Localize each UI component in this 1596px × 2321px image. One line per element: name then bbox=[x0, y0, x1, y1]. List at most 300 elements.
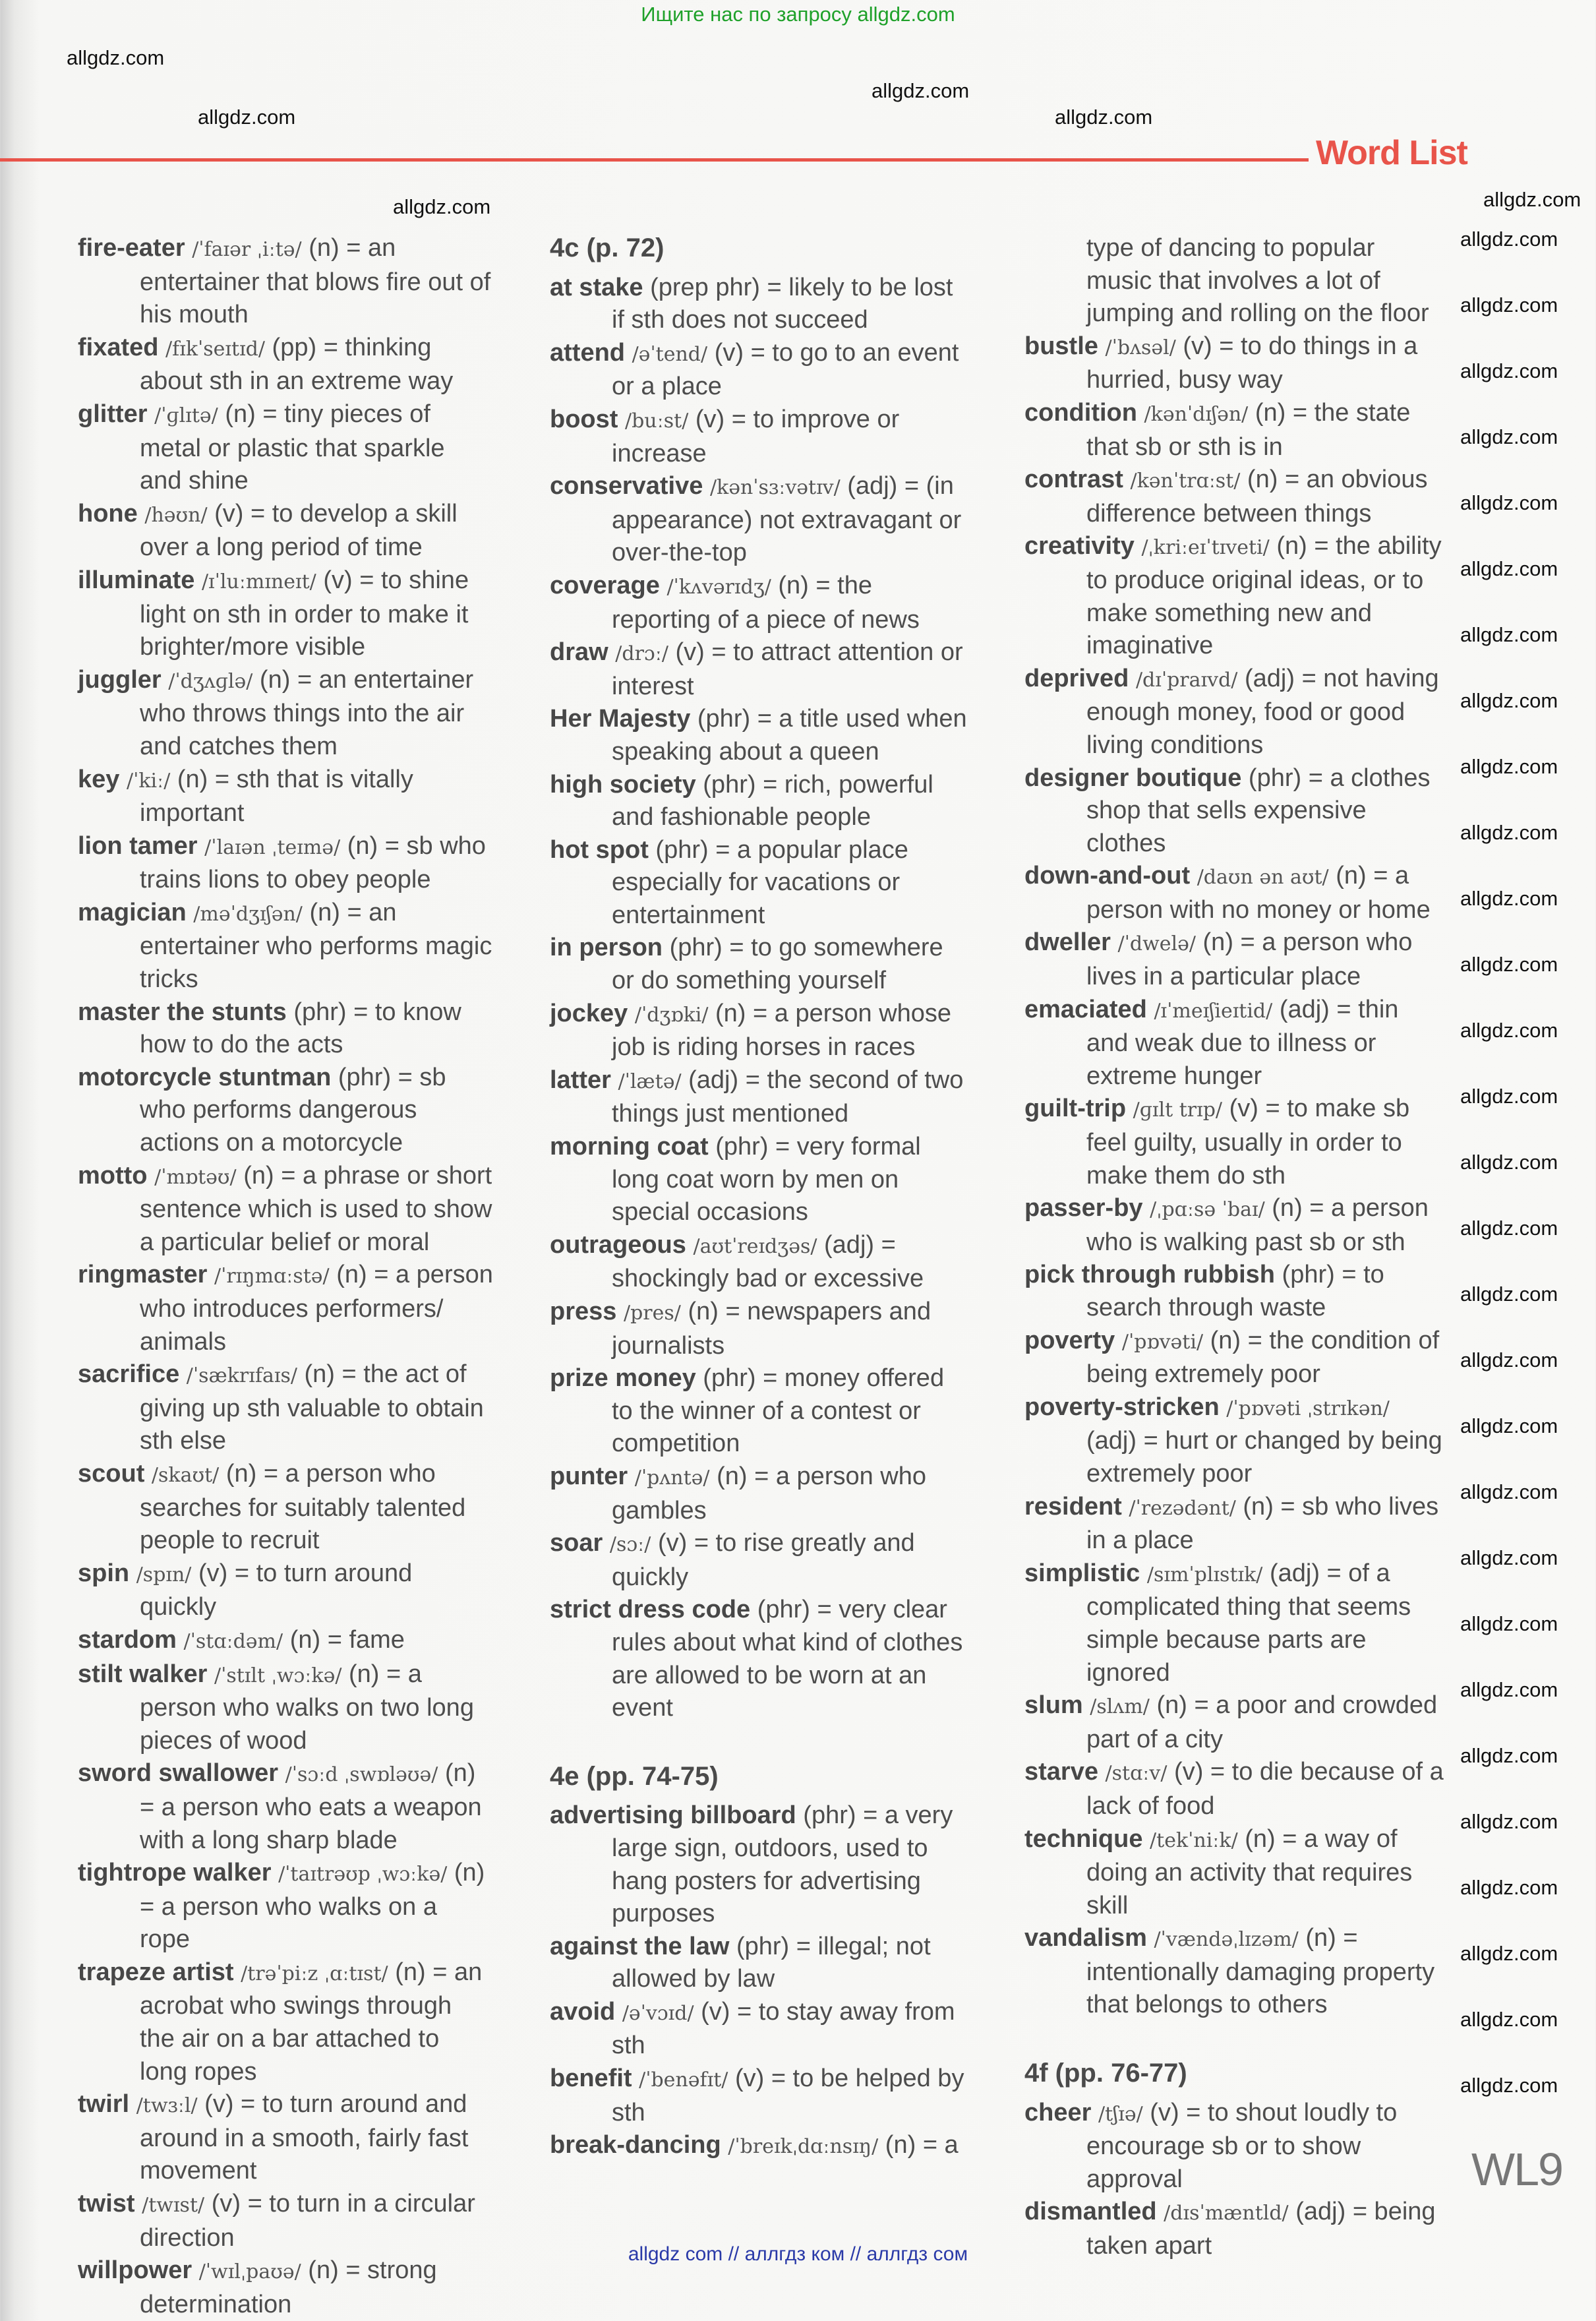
word-entry bbox=[550, 1931, 972, 1996]
headword: coverage bbox=[550, 571, 660, 599]
definition: = a popular place especially for vacations or entertainment bbox=[612, 835, 908, 929]
part-of-speech: (adj) bbox=[847, 472, 898, 500]
definition: = a person with no money or home bbox=[1086, 862, 1431, 924]
headword: soar bbox=[550, 1529, 603, 1557]
definition: = to go somewhere or do something yourself bbox=[612, 934, 943, 995]
pronunciation: /kənˈtrɑːst/ bbox=[1130, 469, 1241, 493]
definition: = sb who trains lions to obey people bbox=[140, 831, 486, 894]
part-of-speech: (n) bbox=[1243, 1492, 1274, 1521]
definition: = to make sb feel guilty, usually in order to make them do sth bbox=[1086, 1095, 1410, 1190]
headword: creativity bbox=[1024, 532, 1135, 560]
part-of-speech: (adj) bbox=[824, 1230, 875, 1259]
definition: = likely to be lost if sth does not succeed bbox=[612, 273, 953, 334]
definition: = the reporting of a piece of news bbox=[612, 571, 920, 634]
pronunciation: /ˈdʒɒki/ bbox=[634, 1003, 709, 1027]
pronunciation: /kənˈdɪʃən/ bbox=[1144, 402, 1249, 426]
word-entry bbox=[78, 332, 493, 398]
word-entry bbox=[1024, 1756, 1446, 1823]
part-of-speech: (n) bbox=[304, 1360, 335, 1389]
part-of-speech: (n) bbox=[454, 1859, 485, 1887]
word-entry bbox=[1024, 1259, 1446, 1324]
definition: = to stay away from sth bbox=[612, 1997, 955, 2060]
watermark-text: allgdz.com bbox=[1460, 293, 1558, 316]
watermark-text: allgdz.com bbox=[1460, 1217, 1558, 1240]
definition: = thinking about sth in an extreme way bbox=[140, 333, 454, 396]
headword: sacrifice bbox=[78, 1360, 180, 1389]
word-entry bbox=[1024, 397, 1446, 464]
watermark-text: allgdz.com bbox=[1460, 557, 1558, 580]
watermark-text: allgdz.com bbox=[1460, 359, 1558, 382]
part-of-speech: (phr) bbox=[1282, 1261, 1335, 1289]
headword: starve bbox=[1024, 1758, 1098, 1786]
word-entry bbox=[550, 2129, 972, 2163]
part-of-speech: (phr) bbox=[757, 1596, 810, 1624]
definition: = shockingly bad or excessive bbox=[612, 1230, 924, 1293]
part-of-speech: (n) bbox=[715, 999, 746, 1027]
definition: = very clear rules about what kind of clothes are allowed to be worn at an event bbox=[612, 1596, 963, 1722]
part-of-speech: (v) bbox=[714, 338, 744, 367]
pronunciation: /ˈwɪlˌpaʊə/ bbox=[198, 2260, 301, 2284]
headword: juggler bbox=[78, 665, 162, 694]
word-entry bbox=[550, 337, 972, 404]
definition: = to turn in a circular direction bbox=[140, 2190, 475, 2252]
definition: = the ability to produce original ideas, or to make something new and imaginative bbox=[1086, 532, 1442, 660]
headword: dweller bbox=[1024, 928, 1111, 957]
headword: guilt-trip bbox=[1024, 1095, 1127, 1123]
word-entry bbox=[550, 834, 972, 932]
page-number: WL9 bbox=[1471, 2144, 1562, 2195]
definition: = newspapers and journalists bbox=[612, 1298, 931, 1360]
watermark-text: allgdz.com bbox=[1460, 1810, 1558, 1833]
part-of-speech: (n) bbox=[308, 2256, 339, 2285]
pronunciation: /ˈmɒtəʊ/ bbox=[154, 1165, 237, 1189]
part-of-speech: (phr) bbox=[1248, 764, 1302, 792]
pronunciation: /məˈdʒɪʃən/ bbox=[193, 902, 303, 926]
headword: morning coat bbox=[550, 1133, 709, 1161]
pronunciation: /sɪmˈplɪstɪk/ bbox=[1146, 1563, 1263, 1586]
definition: = thin and weak due to illness or extreme hunger bbox=[1086, 995, 1399, 1090]
headword: high society bbox=[550, 770, 696, 799]
pronunciation: /dɪsˈmæntld/ bbox=[1164, 2202, 1289, 2225]
part-of-speech: (n) bbox=[444, 1759, 476, 1788]
definition: = the act of giving up sth valuable to obtain sth else bbox=[140, 1360, 484, 1455]
headword: twirl bbox=[78, 2090, 130, 2119]
part-of-speech: (n) bbox=[349, 1660, 380, 1688]
pronunciation: /tʃɪə/ bbox=[1098, 2102, 1143, 2126]
headword: fire-eater bbox=[78, 234, 185, 262]
headword: simplistic bbox=[1024, 1559, 1140, 1587]
watermark-text: allgdz.com bbox=[1460, 491, 1558, 514]
pronunciation: /ˈdʒʌɡlə/ bbox=[168, 669, 253, 693]
part-of-speech: (n) bbox=[225, 1459, 257, 1488]
part-of-speech: (v) bbox=[204, 2090, 234, 2119]
pronunciation: /ˈɡlɪtə/ bbox=[154, 404, 218, 427]
pronunciation: /ˈpɒvəti ˌstrɪkən/ bbox=[1226, 1397, 1390, 1420]
part-of-speech: (n) bbox=[1210, 1326, 1241, 1354]
definition: = not having enough money, food or good living conditions bbox=[1086, 664, 1439, 759]
part-of-speech: (v) bbox=[323, 566, 353, 594]
part-of-speech: (n) bbox=[1272, 1194, 1303, 1222]
headword: latter bbox=[550, 1066, 611, 1094]
definition: = a phrase or short sentence which is used to show a particular belief or moral bbox=[140, 1161, 492, 1256]
search-banner: Ищите нас по запросу allgdz.com bbox=[641, 3, 955, 26]
watermark-text: allgdz.com bbox=[1460, 1414, 1558, 1437]
word-entry bbox=[1024, 1192, 1446, 1259]
headword: break-dancing bbox=[550, 2131, 721, 2159]
definition: = a person who eats a weapon with a long sharp blade bbox=[140, 1793, 482, 1854]
word-entry bbox=[78, 1624, 493, 1658]
word-entry bbox=[1024, 530, 1446, 662]
pronunciation: /həʊn/ bbox=[144, 503, 208, 527]
headword: draw bbox=[550, 638, 608, 667]
word-entry bbox=[1024, 1557, 1446, 1689]
word-entry bbox=[1024, 994, 1446, 1093]
definition: = to go to an event or a place bbox=[612, 338, 959, 401]
headword: slum bbox=[1024, 1691, 1083, 1720]
definition: = to know how to do the acts bbox=[140, 998, 461, 1059]
pronunciation: /ˌpɑːsə ˈbaɪ/ bbox=[1150, 1198, 1265, 1222]
definition: = strong determination bbox=[140, 2256, 437, 2318]
word-entry bbox=[1024, 1093, 1446, 1192]
watermark-text: allgdz.com bbox=[1055, 106, 1153, 129]
word-entry bbox=[78, 1062, 493, 1160]
part-of-speech: (n) bbox=[1255, 398, 1286, 427]
part-of-speech: (n) bbox=[778, 571, 809, 599]
pronunciation: /kənˈsɜːvətɪv/ bbox=[709, 476, 841, 500]
part-of-speech: (adj) bbox=[1269, 1559, 1320, 1587]
entry-continuation: type of dancing to popular music that involves a lot of jumping and rolling on the floor bbox=[1086, 234, 1429, 328]
definition: = an obvious difference between things bbox=[1086, 466, 1428, 528]
definition: = a person who gambles bbox=[612, 1462, 927, 1524]
part-of-speech: (n) bbox=[1156, 1691, 1187, 1720]
word-entry bbox=[78, 1857, 493, 1956]
pronunciation: /pres/ bbox=[623, 1302, 681, 1325]
word-entry bbox=[78, 498, 493, 564]
definition: = to rise greatly and quickly bbox=[612, 1529, 915, 1591]
word-entry bbox=[550, 1594, 972, 1724]
headword: cheer bbox=[1024, 2098, 1092, 2126]
headword: magician bbox=[78, 898, 187, 926]
definition: = money offered to the winner of a contest or competition bbox=[612, 1364, 945, 1458]
headword: conservative bbox=[550, 472, 703, 500]
headword: spin bbox=[78, 1559, 130, 1587]
headword: benefit bbox=[550, 2065, 632, 2093]
definition: = an entertainer who performs magic tricks bbox=[140, 898, 492, 994]
part-of-speech: (n) bbox=[1305, 1924, 1336, 1952]
definition: = hurt or changed by being extremely poor bbox=[1086, 1427, 1442, 1488]
part-of-speech: (n) bbox=[347, 831, 378, 860]
word-entry bbox=[78, 1956, 493, 2088]
headword: designer boutique bbox=[1024, 764, 1242, 792]
part-of-speech: (adj) bbox=[1295, 2198, 1346, 2226]
headword: outrageous bbox=[550, 1230, 686, 1259]
definition: = to turn around and around in a smooth, fairly fast movement bbox=[140, 2090, 469, 2185]
part-of-speech: (n) bbox=[309, 898, 340, 926]
definition: = the state that sb or sth is in bbox=[1086, 398, 1411, 461]
word-entry bbox=[78, 1160, 493, 1259]
word-entry bbox=[550, 470, 972, 570]
pronunciation: /skaʊt/ bbox=[151, 1463, 220, 1487]
word-entry bbox=[550, 404, 972, 470]
part-of-speech: (v) bbox=[695, 405, 725, 433]
word-entry bbox=[78, 1658, 493, 1758]
pronunciation: /twɪst/ bbox=[142, 2194, 205, 2217]
part-of-speech: (phr) bbox=[655, 835, 709, 864]
part-of-speech: (n) bbox=[688, 1298, 719, 1325]
part-of-speech: (phr) bbox=[293, 998, 347, 1026]
word-entry bbox=[550, 570, 972, 636]
word-entry bbox=[1024, 330, 1446, 397]
definition: = tiny pieces of metal or plastic that sparkle and shine bbox=[140, 400, 445, 495]
pronunciation: /ˈrɪŋmɑːstə/ bbox=[214, 1265, 330, 1288]
headword: hone bbox=[78, 499, 138, 528]
part-of-speech: (prep phr) bbox=[650, 273, 760, 301]
watermark-text: allgdz.com bbox=[1460, 887, 1558, 910]
pronunciation: /fɪkˈseɪtɪd/ bbox=[165, 337, 265, 361]
pronunciation: /ˈdwelə/ bbox=[1117, 932, 1196, 956]
definition: = rich, powerful and fashionable people bbox=[612, 770, 933, 831]
part-of-speech: (n) bbox=[1247, 466, 1278, 494]
part-of-speech: (n) bbox=[309, 234, 340, 262]
word-entry bbox=[78, 232, 493, 332]
word-entry bbox=[78, 764, 493, 830]
word-entry bbox=[78, 830, 493, 897]
definition: = a clothes shop that sells expensive clothes bbox=[1086, 764, 1431, 857]
pronunciation: /ˈtaɪtrəʊp ˌwɔːkə/ bbox=[278, 1863, 448, 1886]
word-entry bbox=[550, 998, 972, 1064]
definition: = to shout loudly to encourage sb or to show approval bbox=[1086, 2098, 1398, 2193]
watermark-text: allgdz.com bbox=[1460, 1151, 1558, 1174]
headword: condition bbox=[1024, 398, 1137, 427]
word-entry bbox=[550, 2063, 972, 2129]
definition: = a person whose job is riding horses in races bbox=[612, 999, 952, 1062]
watermark-text: allgdz.com bbox=[1460, 1348, 1558, 1372]
headword: ringmaster bbox=[78, 1261, 208, 1289]
watermark-text: allgdz.com bbox=[1460, 1612, 1558, 1635]
word-entry bbox=[1024, 1325, 1446, 1391]
watermark-text: allgdz.com bbox=[1460, 755, 1558, 778]
pronunciation: /twɜːl/ bbox=[136, 2094, 198, 2118]
headword: illuminate bbox=[78, 566, 195, 594]
headword: strict dress code bbox=[550, 1596, 751, 1624]
part-of-speech: (pp) bbox=[272, 333, 317, 361]
part-of-speech: (n) bbox=[1245, 1824, 1276, 1853]
pronunciation: /dɪˈpraɪvd/ bbox=[1135, 668, 1238, 692]
word-entry bbox=[550, 1461, 972, 1527]
headword: fixated bbox=[78, 333, 159, 361]
definition: = of a complicated thing that seems simple because parts are ignored bbox=[1086, 1559, 1411, 1687]
headword: tightrope walker bbox=[78, 1859, 272, 1887]
headword: scout bbox=[78, 1459, 145, 1488]
definition: = very formal long coat worn by men on special occasions bbox=[612, 1133, 921, 1226]
part-of-speech: (phr) bbox=[803, 1801, 856, 1830]
word-entry bbox=[550, 1131, 972, 1229]
definition: = to do things in a hurried, busy way bbox=[1086, 332, 1418, 394]
word-entry bbox=[78, 564, 493, 664]
part-of-speech: (phr) bbox=[697, 705, 751, 733]
word-list-column-2 bbox=[550, 232, 972, 2163]
headword: motto bbox=[78, 1161, 148, 1190]
headword: poverty-stricken bbox=[1024, 1393, 1220, 1421]
definition: = the second of two things just mentioned bbox=[612, 1066, 964, 1128]
pronunciation: /sɔː/ bbox=[609, 1533, 651, 1557]
part-of-speech: (v) bbox=[1229, 1095, 1258, 1123]
definition: = a person who is walking past sb or sth bbox=[1086, 1194, 1429, 1256]
definition: = being taken apart bbox=[1086, 2198, 1436, 2260]
watermark-text: allgdz.com bbox=[67, 46, 165, 69]
pronunciation: /spɪn/ bbox=[136, 1563, 192, 1586]
page-title: Word List bbox=[1316, 134, 1467, 172]
word-entry bbox=[550, 1229, 972, 1296]
headword: in person bbox=[550, 934, 663, 962]
word-entry bbox=[550, 272, 972, 337]
watermark-text: allgdz.com bbox=[1460, 2008, 1558, 2031]
part-of-speech: (phr) bbox=[736, 1932, 790, 1960]
headword: hot spot bbox=[550, 835, 649, 864]
definition: = an entertainer that blows fire out of his mouth bbox=[140, 234, 491, 329]
headword: Her Majesty bbox=[550, 705, 691, 733]
part-of-speech: (n) bbox=[243, 1161, 274, 1190]
definition: = an acrobat who swings through the air on a bar attached to long ropes bbox=[140, 1958, 483, 2086]
word-entry bbox=[78, 2088, 493, 2188]
headword: stilt walker bbox=[78, 1660, 208, 1688]
part-of-speech: (n) bbox=[717, 1462, 748, 1490]
watermark-text: allgdz.com bbox=[1460, 1678, 1558, 1701]
headword: punter bbox=[550, 1462, 628, 1490]
headword: lion tamer bbox=[78, 831, 198, 860]
pronunciation: /ɪˈluːmɪneɪt/ bbox=[201, 570, 316, 593]
headword: at stake bbox=[550, 273, 643, 301]
definition: = fame bbox=[327, 1625, 405, 1654]
pronunciation: /ˈlætə/ bbox=[618, 1070, 682, 1093]
word-entry bbox=[78, 1458, 493, 1557]
headword: avoid bbox=[550, 1997, 616, 2026]
pronunciation: /slʌm/ bbox=[1090, 1695, 1150, 1719]
word-entry bbox=[1024, 1391, 1446, 1491]
headword: press bbox=[550, 1298, 617, 1325]
headword: pick through rubbish bbox=[1024, 1261, 1275, 1289]
pronunciation: /ˈbʌsəl/ bbox=[1105, 336, 1176, 359]
word-entry bbox=[1024, 762, 1446, 860]
pronunciation: /ˈpʌntə/ bbox=[634, 1466, 710, 1490]
definition: = sth that is vitally important bbox=[140, 765, 413, 828]
part-of-speech: (adj) bbox=[1086, 1427, 1137, 1455]
word-entry bbox=[550, 1362, 972, 1461]
headword: glitter bbox=[78, 400, 148, 428]
watermark-text: allgdz.com bbox=[1460, 1942, 1558, 1965]
definition: = to search through waste bbox=[1086, 1261, 1384, 1321]
pronunciation: /ˈstɑːdəm/ bbox=[183, 1629, 283, 1653]
pronunciation: /ˈfaɪər ˌiːtə/ bbox=[192, 238, 302, 261]
definition: = illegal; not allowed by law bbox=[612, 1932, 931, 1993]
part-of-speech: (phr) bbox=[703, 1364, 756, 1393]
headword: passer-by bbox=[1024, 1194, 1143, 1222]
headword: motorcycle stuntman bbox=[78, 1063, 332, 1091]
watermark-text: allgdz.com bbox=[1460, 1876, 1558, 1899]
pronunciation: /ˈstɪlt ˌwɔːkə/ bbox=[214, 1664, 342, 1687]
definition: = a title used when speaking about a queen bbox=[612, 705, 967, 766]
word-entry bbox=[1024, 2097, 1446, 2196]
definition: = a way of doing an activity that requires skill bbox=[1086, 1824, 1413, 1919]
word-entry bbox=[78, 398, 493, 498]
word-entry bbox=[550, 703, 972, 768]
part-of-speech: (v) bbox=[734, 2065, 765, 2093]
definition: = to attract attention or interest bbox=[612, 638, 963, 700]
word-list-column-1 bbox=[78, 232, 493, 2321]
part-of-speech: (v) bbox=[675, 638, 705, 667]
headword: contrast bbox=[1024, 466, 1123, 494]
pronunciation: /əˈvɔɪd/ bbox=[622, 2001, 694, 2025]
part-of-speech: (phr) bbox=[338, 1063, 392, 1091]
section-heading: 4e (pp. 74-75) bbox=[550, 1761, 719, 1791]
watermark-text: allgdz.com bbox=[872, 79, 970, 102]
definition: = a person who searches for suitably talented people to recruit bbox=[140, 1459, 466, 1555]
headword: boost bbox=[550, 405, 618, 433]
definition: = to improve or increase bbox=[612, 405, 900, 467]
headword: vandalism bbox=[1024, 1924, 1147, 1952]
part-of-speech: (v) bbox=[657, 1529, 688, 1557]
part-of-speech: (n) bbox=[177, 765, 208, 793]
pronunciation: /ˈlaɪən ˌteɪmə/ bbox=[204, 835, 341, 859]
pronunciation: /buːst/ bbox=[625, 409, 689, 433]
watermark-text: allgdz.com bbox=[1460, 689, 1558, 712]
part-of-speech: (n) bbox=[225, 400, 256, 428]
part-of-speech: (v) bbox=[1150, 2098, 1179, 2126]
part-of-speech: (adj) bbox=[1279, 995, 1330, 1023]
word-entry bbox=[1024, 464, 1446, 530]
headword: advertising billboard bbox=[550, 1801, 796, 1830]
headword: technique bbox=[1024, 1824, 1143, 1853]
definition: = sb who lives in a place bbox=[1086, 1492, 1439, 1555]
watermark-text: allgdz.com bbox=[1460, 425, 1558, 448]
definition: = sb who performs dangerous actions on a motorcycle bbox=[140, 1063, 446, 1157]
word-entry bbox=[78, 1557, 493, 1624]
word-entry bbox=[78, 1259, 493, 1358]
headword: attend bbox=[550, 338, 625, 367]
word-entry bbox=[78, 1358, 493, 1458]
part-of-speech: (v) bbox=[1174, 1758, 1204, 1786]
headword: twist bbox=[78, 2190, 135, 2218]
definition: = a person who walks on a rope bbox=[140, 1892, 437, 1954]
definition: = an entertainer who throws things into the air and catches them bbox=[140, 665, 474, 760]
part-of-speech: (v) bbox=[214, 499, 244, 528]
part-of-speech: (n) bbox=[1202, 928, 1233, 957]
pronunciation: /ɡɪlt trɪp/ bbox=[1133, 1099, 1223, 1122]
definition: = to turn around quickly bbox=[140, 1559, 413, 1621]
definition: = a very large sign, outdoors, used to hang posters for advertising purposes bbox=[612, 1801, 953, 1928]
part-of-speech: (v) bbox=[701, 1997, 730, 2026]
definition: = to develop a skill over a long period of time bbox=[140, 499, 458, 562]
part-of-speech: (v) bbox=[198, 1559, 228, 1587]
headword: poverty bbox=[1024, 1326, 1115, 1354]
pronunciation: /ˌkriːeɪˈtɪveti/ bbox=[1141, 536, 1270, 560]
word-entry bbox=[1024, 1922, 1446, 2022]
word-entry bbox=[1024, 860, 1446, 926]
watermark-text: allgdz.com bbox=[1460, 1085, 1558, 1108]
word-entry bbox=[1024, 663, 1446, 762]
definition: = the condition of being extremely poor bbox=[1086, 1326, 1440, 1389]
definition: = a person who lives in a particular place bbox=[1086, 928, 1413, 991]
watermark-text: allgdz.com bbox=[393, 195, 491, 218]
headword: trapeze artist bbox=[78, 1958, 234, 1986]
definition: = a poor and crowded part of a city bbox=[1086, 1691, 1438, 1753]
part-of-speech: (n) bbox=[289, 1625, 321, 1654]
pronunciation: /ˈbreɪkˌdɑːnsɪŋ/ bbox=[728, 2135, 879, 2159]
headword: stardom bbox=[78, 1625, 177, 1654]
part-of-speech: (v) bbox=[1183, 332, 1212, 360]
pronunciation: /aʊtˈreɪdʒəs/ bbox=[693, 1234, 817, 1258]
part-of-speech: (phr) bbox=[669, 934, 723, 962]
